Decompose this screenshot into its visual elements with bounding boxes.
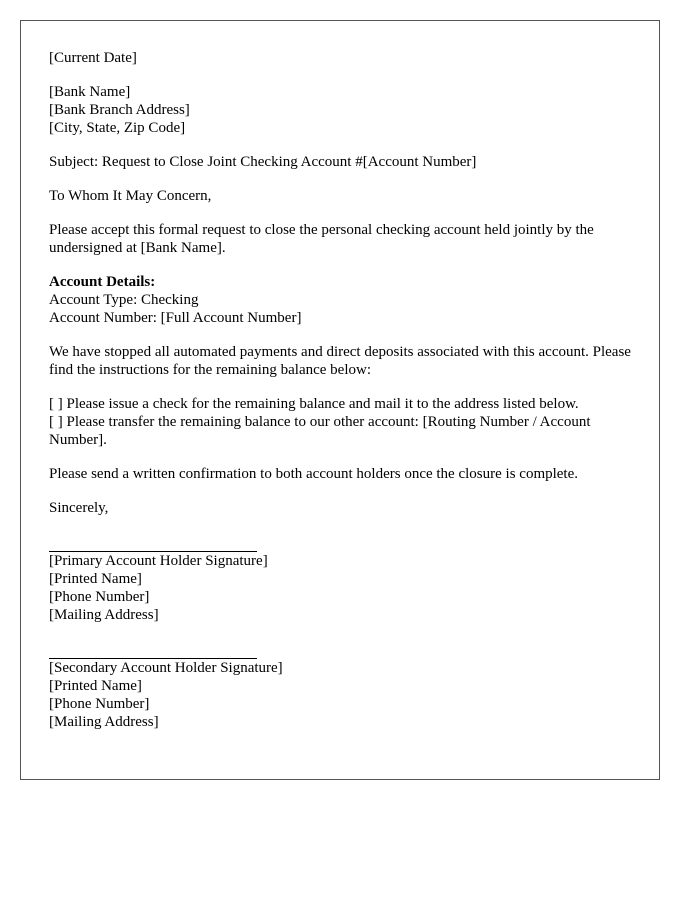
secondary-printed-name: [Printed Name] <box>49 678 142 694</box>
balance-options <box>49 395 639 449</box>
letter-page <box>20 20 660 780</box>
date-block <box>49 49 639 67</box>
salutation-block <box>49 187 639 205</box>
letter-closing: Sincerely, <box>49 500 109 516</box>
account-details-heading: Account Details: <box>49 274 156 290</box>
option-transfer: [ ] Please transfer the remaining balance to our other account: [Routing Number / Account Number]. <box>49 414 591 448</box>
letter-salutation: To Whom It May Concern, <box>49 188 212 204</box>
intro-paragraph: Please accept this formal request to close the personal checking account held jointly by the undersigned at [Bank Name]. <box>49 222 594 256</box>
secondary-signature-block <box>49 640 639 731</box>
secondary-mailing-address: [Mailing Address] <box>49 714 159 730</box>
letter-date: [Current Date] <box>49 50 137 66</box>
account-details <box>49 273 639 327</box>
payments-paragraph: We have stopped all automated payments and direct deposits associated with this account. Please find the instructions for the remaining balance below: <box>49 344 631 378</box>
primary-signature-label: [Primary Account Holder Signature] <box>49 553 268 569</box>
secondary-signature-label: [Secondary Account Holder Signature] <box>49 660 283 676</box>
option-check: [ ] Please issue a check for the remaining balance and mail it to the address listed below. <box>49 396 579 412</box>
letter-subject: Subject: Request to Close Joint Checking Account #[Account Number] <box>49 154 477 170</box>
account-number: Account Number: [Full Account Number] <box>49 310 302 326</box>
primary-phone: [Phone Number] <box>49 589 150 605</box>
primary-signature-block <box>49 533 639 624</box>
letter-body <box>49 49 639 747</box>
account-type: Account Type: Checking <box>49 292 199 308</box>
bank-city-state-zip: [City, State, Zip Code] <box>49 120 186 136</box>
confirmation-paragraph: Please send a written confirmation to both account holders once the closure is complete. <box>49 466 579 482</box>
signature-space <box>49 533 639 551</box>
subject-block <box>49 153 639 171</box>
primary-printed-name: [Printed Name] <box>49 571 142 587</box>
primary-mailing-address: [Mailing Address] <box>49 607 159 623</box>
bank-branch-address: [Bank Branch Address] <box>49 102 190 118</box>
recipient-address <box>49 83 639 137</box>
secondary-phone: [Phone Number] <box>49 696 150 712</box>
signature-space <box>49 640 639 658</box>
bank-name: [Bank Name] <box>49 84 131 100</box>
closing-block <box>49 499 639 517</box>
